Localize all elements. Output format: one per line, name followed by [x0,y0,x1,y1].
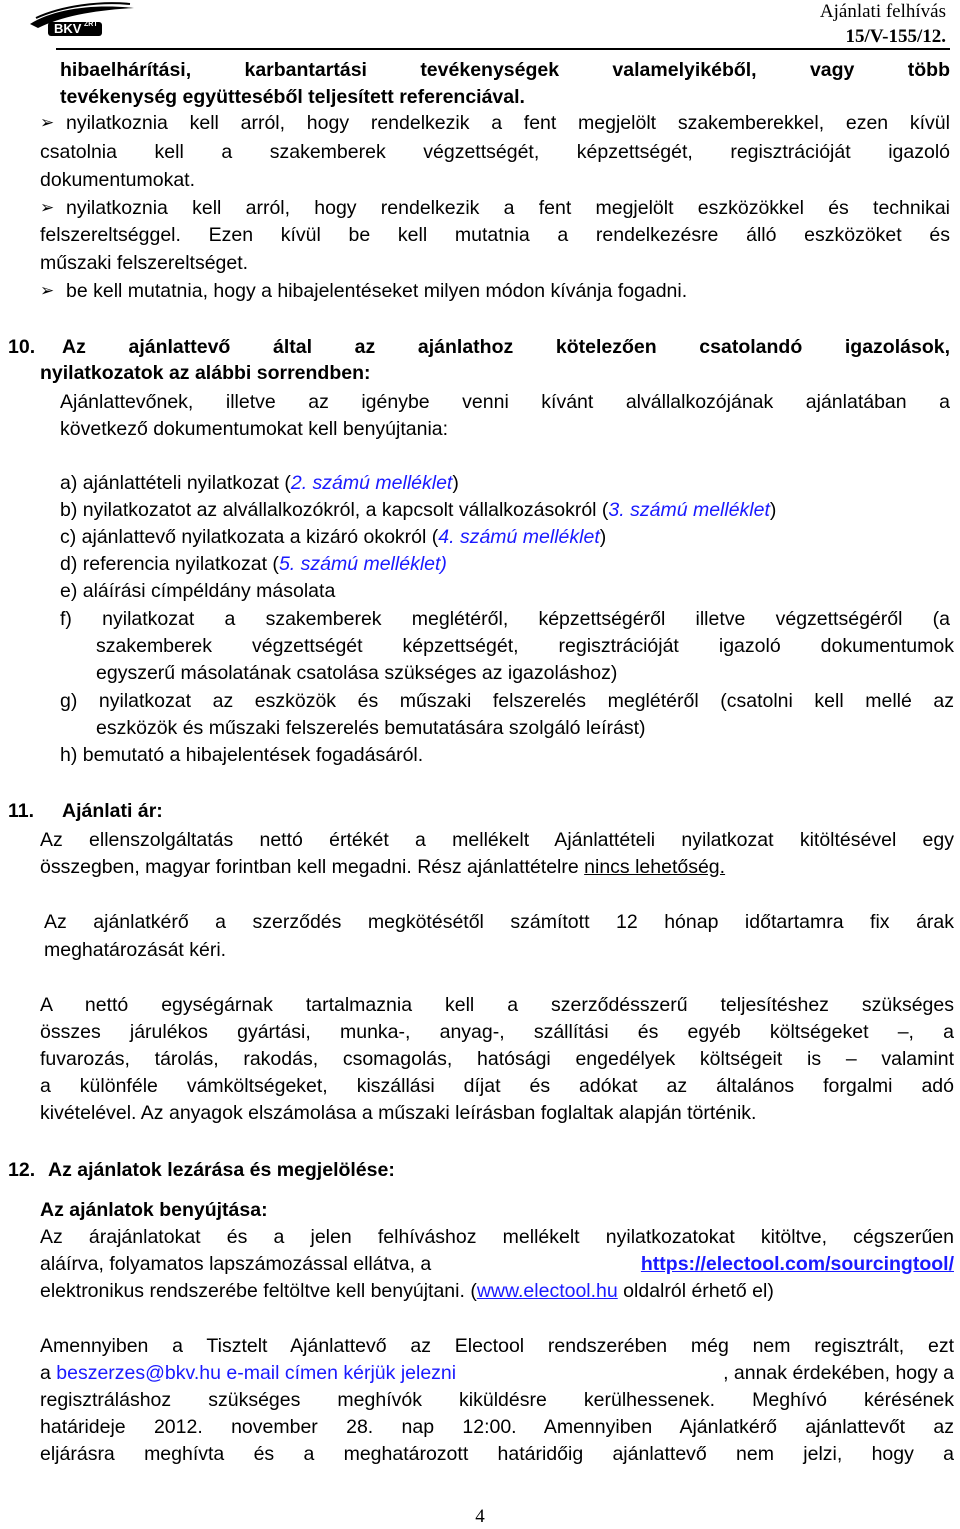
text-line: elektronikus rendszerébe feltöltve kell benyújtani. (www.electool.hu oldalról érhető el) [40,1280,774,1302]
text-line: határideje 2012. november 28. nap 12:00. Amennyiben Ajánlatkérő ajánlattevőt az [40,1416,954,1438]
list-item: szakemberek végzettségét képzettségét, regisztrációját igazoló dokumentumok [96,635,954,657]
text-line: összes járulékos gyártási, munka-, anyag-, szállítási és egyéb költségeket –, a [40,1021,954,1043]
text-line: A nettó egységárnak tartalmaznia kell a szerződésszerű teljesítéshez szükséges [40,994,954,1016]
text-line: kivételével. Az anyagok elszámolása a műszaki leírásban foglaltak alapján történik. [40,1102,757,1124]
bullet-text: csatolnia kell a szakemberek végzettségét, képzettségét, regisztrációját igazoló [40,141,950,163]
list-item: h) bemutató a hibajelentések fogadásáról. [60,744,424,766]
section-heading: Az ajánlatok lezárása és megjelölése: [48,1159,395,1181]
section-heading: Ajánlati ár: [62,800,163,822]
text-line: eljárásra meghívta és a meghatározott határidőig ajánlattevő nem jelzi, hogy a [40,1443,954,1465]
electool-website-link[interactable]: www.electool.hu [476,1280,618,1302]
section-number: 11. [8,800,35,822]
list-item: egyszerű másolatának csatolása szükséges az igazoláshoz) [96,662,618,684]
bullet-text: műszaki felszereltséget. [40,252,249,274]
list-item: e) aláírási címpéldány másolata [60,580,336,602]
header-rule [56,48,950,50]
arrow-bullet-icon: ➢ [40,281,55,301]
text-line: a különféle vámköltségeket, kiszállási díjat és adókat az általános forgalmi adó [40,1075,954,1097]
bullet-text: nyilatkoznia kell arról, hogy rendelkezik a fent megjelölt szakemberekkel, ezen kívül [66,112,950,134]
list-item: f) nyilatkozat a szakemberek meglétéről, képzettségéről illetve végzettségéről (a [60,608,950,630]
bkv-logo [26,2,138,38]
text-line: hibaelhárítási, karbantartási tevékenységek valamelyikéből, vagy több [60,59,950,81]
arrow-bullet-icon: ➢ [40,198,55,218]
email-link[interactable]: beszerzes@bkv.hu e-mail címen kérjük jelezni [56,1362,457,1384]
text-line: Az ajánlatkérő a szerződés megkötésétől számított 12 hónap időtartamra fix árak [44,911,954,933]
document-number: 15/V-155/12. [845,26,946,47]
logo-text: BKV [54,21,82,36]
list-item: eszközök és műszaki felszerelés bemutatására szolgáló leírást) [96,717,646,739]
bullet-text: dokumentumokat. [40,169,196,191]
text-line: összegben, magyar forintban kell megadni. Rész ajánlattételre nincs lehetőség. [40,856,726,878]
section-heading: nyilatkozatok az alábbi sorrendben: [40,362,371,384]
text-line: tevékenység együtteséből teljesített referenciával. [60,86,525,108]
text-line: fuvarozás, tárolás, rakodás, csomagolás, hatósági engedélyek költségeit is – valamint [40,1048,954,1070]
section-number: 12. [8,1159,36,1181]
bullet-text: nyilatkoznia kell arról, hogy rendelkezik a fent megjelölt eszközökkel és technikai [66,197,950,219]
page-number: 4 [475,1506,485,1527]
arrow-bullet-icon: ➢ [40,113,55,133]
bullet-text: be kell mutatnia, hogy a hibajelentéseket milyen módon kívánja fogadni. [66,280,688,302]
text-line: aláírva, folyamatos lapszámozással ellátva, a https://electool.com/sourcingtool/ [40,1253,954,1275]
document-title: Ajánlati felhívás [819,1,946,22]
text-line: meghatározását kéri. [44,939,227,961]
subsection-heading: Az ajánlatok benyújtása: [40,1199,268,1221]
bkv-logo-swoosh-icon [26,2,138,38]
list-item: g) nyilatkozat az eszközök és műszaki felszerelés meglétéről (csatolni kell mellé az [60,690,954,712]
electool-sourcing-link[interactable]: https://electool.com/sourcingtool/ [640,1253,954,1275]
text-line: Az ellenszolgáltatás nettó értékét a mellékelt Ajánlattételi nyilatkozat kitöltésével egy [40,829,954,851]
logo-superscript: ZRT [84,21,98,28]
list-item: b) nyilatkozatot az alvállalkozókról, a kapcsolt vállalkozásokról (3. számú melléklet) [60,499,777,521]
list-item: a) ajánlattételi nyilatkozat (2. számú melléklet) [60,472,459,494]
section-heading: Az ajánlattevő által az ajánlathoz kötelezően csatolandó igazolások, [62,336,950,358]
list-item: c) ajánlattevő nyilatkozata a kizáró okokról (4. számú melléklet) [60,526,607,548]
text-line: Ajánlattevőnek, illetve az igénybe venni kívánt alvállalkozójának ajánlatában a [60,391,950,413]
list-item: d) referencia nyilatkozat (5. számú melléklet) [60,553,447,575]
text-line: Az árajánlatokat és a jelen felhíváshoz mellékelt nyilatkozatokat kitöltve, cégszerűen [40,1226,954,1248]
bullet-text: felszereltséggel. Ezen kívül be kell mutatnia a rendelkezésre álló eszközöket és [40,224,950,246]
text-line: a beszerzes@bkv.hu e-mail címen kérjük jelezni , annak érdekében, hogy a [40,1362,954,1384]
text-line: Amennyiben a Tisztelt Ajánlattevő az Electool rendszerében még nem regisztrált, ezt [40,1335,954,1357]
section-number: 10. [8,336,36,358]
text-line: következő dokumentumokat kell benyújtania: [60,418,449,440]
text-line: regisztráláshoz szükséges meghívók kiküldésre kerülhessenek. Meghívó kérésének [40,1389,954,1411]
